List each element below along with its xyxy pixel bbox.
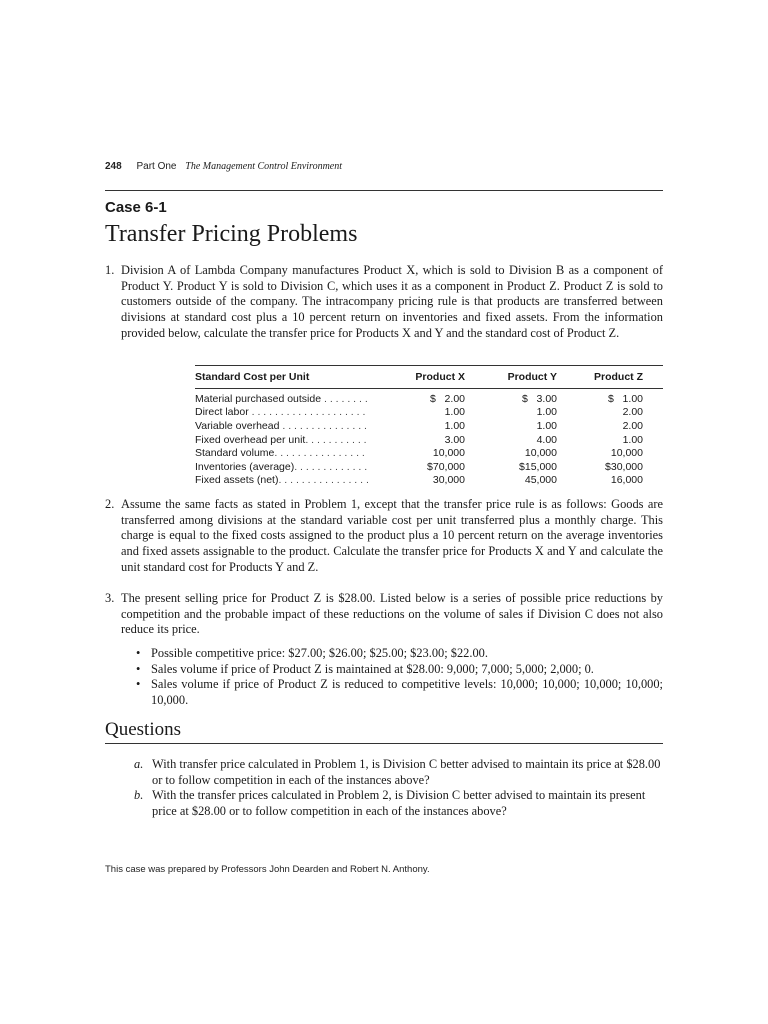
table-row [195,419,663,433]
table-header: Product Z [594,371,643,383]
row-label-cell [195,420,391,432]
value-cell: $ 3.00 [521,392,557,405]
table-row [195,446,663,460]
value-cell: 16,000 [610,474,643,487]
price-scenarios-list [136,646,663,709]
problem-text: Division A of Lambda Company manufactures Product X, which is sold to Division B as a component of Product Y. Product Y is sold to Division C, which uses it as a component in Product Z. Product Z is sold to customers outside of the company. The intracompany pricing rule is that products are transferred between divisions at standard cost plus a 10 percent return on inventories and fixed assets. From the information provided below, calculate the transfer price for Products X and Y and the standard cost of Product Z. [121,263,663,340]
question-text: With transfer price calculated in Problem 1, is Division C better advised to maintain its price at $28.00 or to follow competition in each of the instances above? [152,757,661,787]
problem-text: Assume the same facts as stated in Problem 1, except that the transfer price rule is as follows: Goods are transferred among divisions at the standard variable cost per unit transferred plus a monthly charge. This charge is equal to the fixed costs assigned to the product plus a 10 percent return on the average inventories and fixed assets assignable to the product. Calculate the transfer price for Products X and Y and calculate the unit standard cost for Products Y and Z. [121,497,663,574]
dot-leader: . . . . . . . . . . . . . . . . [278,474,369,487]
value-cell: 2.00 [622,419,643,432]
row-label: Material purchased outside [195,392,322,405]
row-label: Direct labor [195,406,249,419]
value-cell: 10,000 [524,447,557,460]
row-label: Standard volume [195,447,275,460]
value-cell: 10,000 [432,447,465,460]
question-item [134,788,663,819]
footnote: This case was prepared by Professors John Dearden and Robert N. Anthony. [105,864,430,875]
list-item: • Sales volume if price of Product Z is maintained at $28.00: 9,000; 7,000; 5,000; 2,000; 0. [136,661,594,676]
value-cell: 4.00 [536,433,557,446]
problem-number: 1. [105,263,115,277]
row-label: Fixed assets (net) [195,474,279,487]
value-cell: 1.00 [622,433,643,446]
problem-2 [105,497,663,576]
value-cell: 1.00 [444,406,465,419]
questions-list [134,757,663,820]
bullet-icon: • [136,677,141,692]
table-header: Product X [415,371,465,383]
table-row [195,406,663,420]
bullet-icon: • [136,661,141,676]
problem-text: The present selling price for Product Z is $28.00. Listed below is a series of possible price reductions by competition and the probable impact of these reductions on the volume of sales if Division C does not also reduce its price. [121,591,663,637]
case-title: Transfer Pricing Problems [105,221,358,247]
value-cell: 2.00 [622,406,643,419]
dot-leader: . . . . . . . . [321,392,368,405]
top-rule [105,190,663,191]
row-label-cell [195,474,391,486]
problem-1 [105,263,663,342]
table-row [195,474,663,488]
table-body [195,389,663,487]
question-text: With the transfer prices calculated in Problem 2, is Division C better advised to maintain its present price at $28.00 or to follow competition in each of the instances above? [152,788,646,819]
row-label-cell [195,447,391,459]
row-label-cell [195,461,391,473]
value-cell: 45,000 [524,474,557,487]
problem-number: 3. [105,591,115,605]
table-header-row [195,366,663,388]
value-cell: $15,000 [519,460,557,473]
case-label: Case 6-1 [105,199,167,216]
value-cell: $ 1.00 [607,392,643,405]
value-cell: 30,000 [432,474,465,487]
row-label-cell [195,434,391,446]
table-header: Standard Cost per Unit [195,371,310,383]
questions-heading: Questions [105,719,181,740]
standard-cost-table [195,365,663,487]
page-number: 248 [105,161,122,172]
dot-leader: . . . . . . . . . . . . . . . . [274,447,365,460]
questions-rule [105,743,663,744]
dot-leader: . . . . . . . . . . . [305,433,367,446]
list-item: • Possible competitive price: $27.00; $26.00; $25.00; $23.00; $22.00. [136,646,488,660]
book-title: The Management Control Environment [185,161,343,172]
question-label: a. [134,757,144,771]
problem-3 [105,591,663,638]
value-cell: $70,000 [427,460,465,473]
value-cell: $30,000 [605,460,643,473]
row-label: Variable overhead [195,419,280,432]
value-cell: $ 2.00 [429,392,465,405]
table-row [195,433,663,447]
table-row [195,392,663,406]
bullet-icon: • [136,646,141,660]
row-label-cell [195,406,391,418]
value-cell: 1.00 [444,419,465,432]
question-label: b. [134,788,144,803]
part-label: Part One [136,161,177,172]
table-row [195,460,663,474]
row-label: Inventories (average) [195,460,295,473]
row-label-cell [195,393,391,405]
value-cell: 3.00 [444,433,465,446]
dot-leader: . . . . . . . . . . . . . . . [279,419,367,432]
problem-number: 2. [105,497,115,511]
row-label: Fixed overhead per unit [195,433,306,446]
dot-leader: . . . . . . . . . . . . . . . . . . . . [248,406,366,419]
question-item [134,757,663,788]
value-cell: 1.00 [536,419,557,432]
running-head [105,161,342,172]
table-header: Product Y [507,371,557,383]
dot-leader: . . . . . . . . . . . . . [294,460,368,473]
value-cell: 10,000 [610,447,643,460]
list-item: • Sales volume if price of Product Z is reduced to competitive levels: 10,000; 10,000; 10,000; 10,000; 10,000. [136,677,663,708]
value-cell: 1.00 [536,406,557,419]
